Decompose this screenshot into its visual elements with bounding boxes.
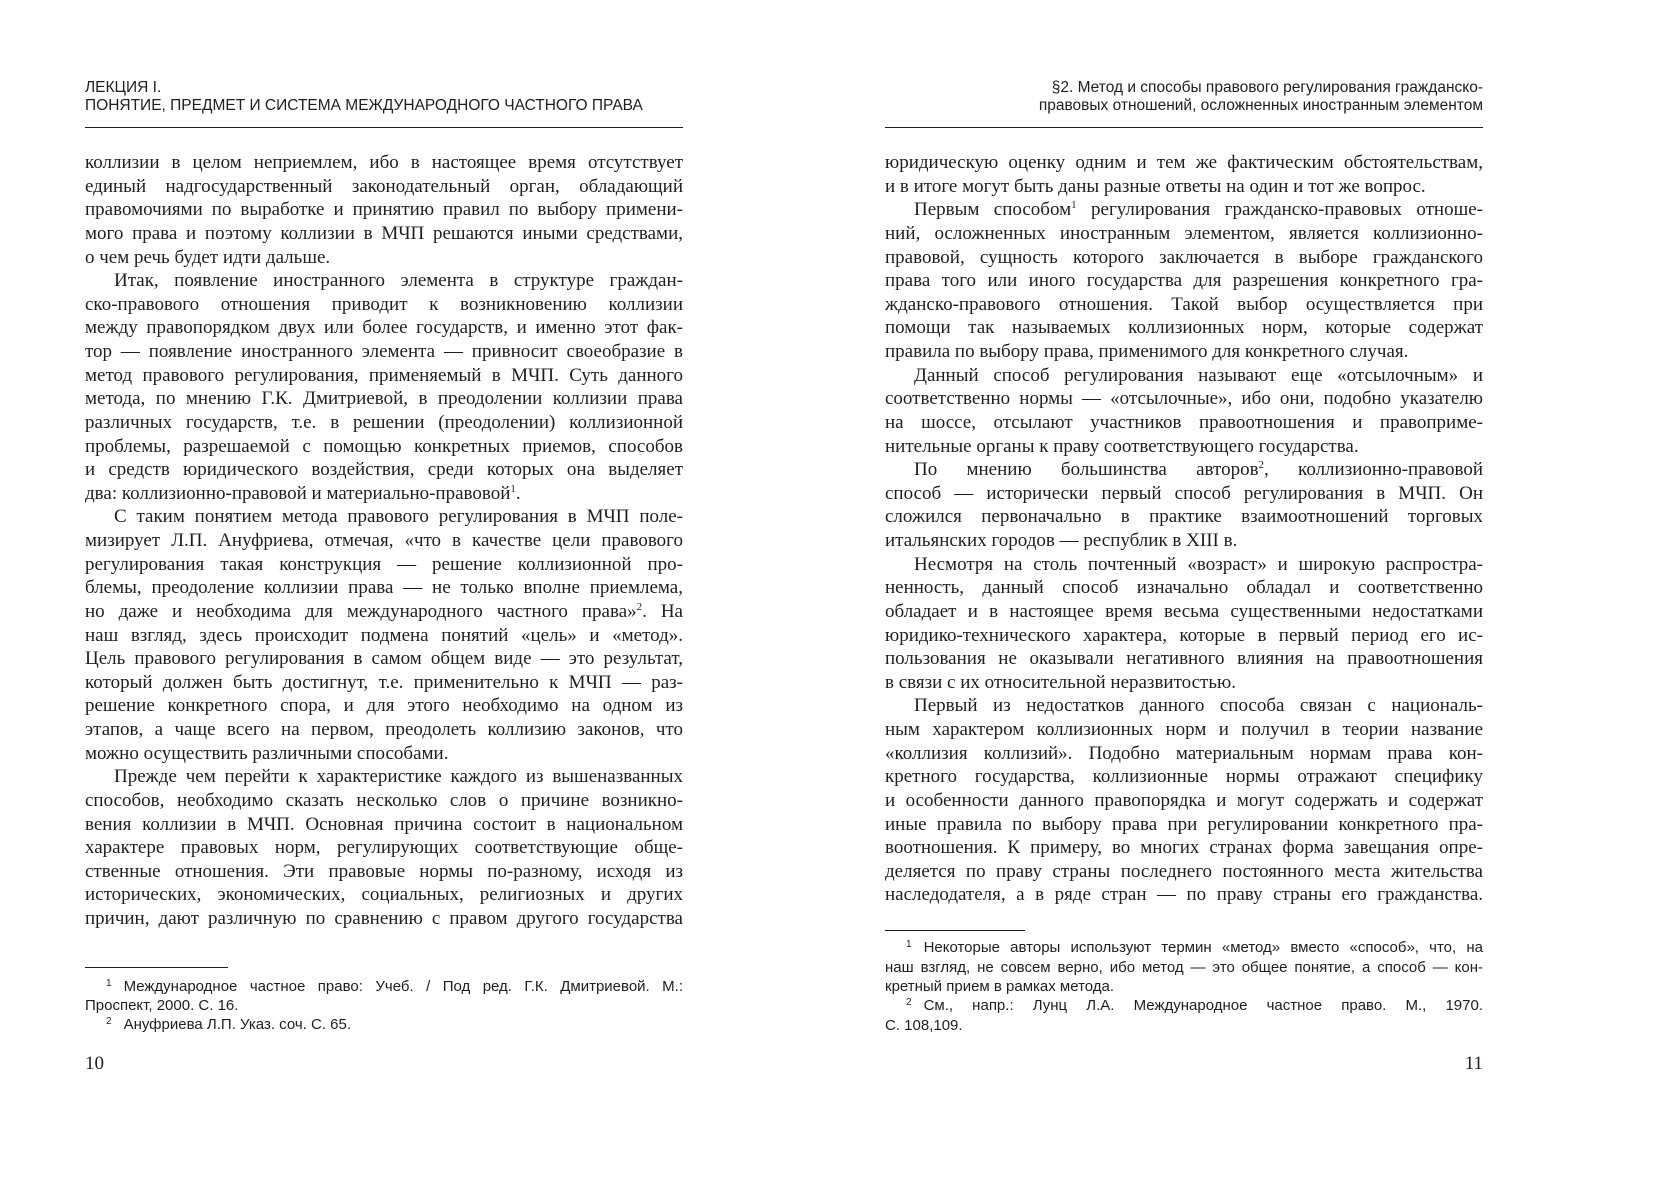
body-line: деляется по праву страны последнего постоянного места жительства: [885, 860, 1483, 882]
body-line: коллизии в целом неприемлем, ибо в настоящее время отсутствует: [85, 152, 683, 173]
body-line-text: регулирования гражданско-правовых отноше-: [1076, 199, 1483, 221]
body-line: С таким понятием метода правового регулирования в МЧП поле-: [114, 506, 683, 528]
body-line: между правопорядком двух или более государств, и именно этот фак-: [85, 317, 683, 339]
body-line: можно осуществить различными способами.: [85, 742, 449, 764]
body-line: метод правового регулирования, применяемый в МЧП. Суть данного: [85, 364, 683, 386]
body-line: воотношения. К примеру, во многих странах форма завещания опре-: [885, 837, 1483, 859]
body-line: ний, осложненных иностранным элементом, является коллизионно-: [885, 222, 1483, 244]
footnote-ref: 1: [510, 482, 516, 495]
header-rule: [85, 127, 683, 128]
body-line: сложился первоначально в практике взаимоотношений торговых: [885, 506, 1483, 528]
body-line: жданско-правового отношения. Такой выбор осуществляется при: [885, 293, 1483, 315]
body-line: [885, 198, 1483, 222]
body-line: блемы, преодоление коллизии права — не только вполне приемлема,: [85, 577, 683, 599]
body-line: юридическую оценку одним и тем же фактическим обстоятельствам,: [885, 152, 1483, 173]
body-line: тор — появление иностранного элемента — привносит своеобразие в: [85, 341, 683, 362]
footnote-text: См., напр.: Лунц Л.А. Международное частное право. М., 1970.: [923, 997, 1483, 1015]
body-line: наследодателя, а в ряде стран — по праву страны его гражданства.: [885, 884, 1483, 906]
footnote-marker: 1: [906, 939, 912, 951]
running-header: [85, 79, 683, 115]
body-line-text: .: [515, 482, 521, 504]
body-line: правовой, сущность которого заключается в выборе гражданского: [885, 246, 1483, 268]
body-line: [85, 600, 683, 624]
body-line: и особенности данного правопорядка и могут содержать и содержат: [885, 789, 1483, 811]
body-line: на шоссе, отсылают участников правоотношения и правоприме-: [885, 411, 1483, 433]
body-line: решение конкретного спора, и для этого необходимо на одном из: [85, 695, 683, 717]
body-line: обладает и в настоящее время весьма существенными недостатками: [885, 600, 1483, 622]
body-line: Данный способ регулирования называют еще «отсылочным» и: [914, 364, 1483, 386]
body-line: «коллизия коллизий». Подобно материальным нормам права кон-: [885, 742, 1483, 764]
header-rule: [885, 127, 1483, 128]
footnotes: [85, 977, 683, 1035]
left-page: [85, 0, 683, 1199]
body-line: и средств юридического воздействия, среди которых она выделяет: [85, 459, 683, 481]
running-header: [885, 79, 1483, 115]
footnote-line: [85, 1015, 683, 1034]
body-line: иные правила по выбору права при регулировании конкретного пра-: [885, 813, 1483, 835]
footnote-ref: 2: [636, 600, 643, 613]
footnote-line: [85, 977, 683, 996]
body-line: Первый из недостатков данного способа связан с националь-: [914, 695, 1483, 717]
body-line-text: два: коллизионно-правовой и материально-правовой: [85, 482, 511, 504]
body-line: способов, необходимо сказать несколько слов о причине возникно-: [85, 789, 683, 811]
footnote-ref: 1: [1071, 199, 1077, 212]
body-line: характере правовых норм, регулирующих соответствующие обще-: [85, 837, 683, 859]
footnote-marker: 2: [906, 997, 912, 1009]
body-line: юридико-технического характера, которые в первый период его ис-: [885, 624, 1483, 646]
body-line: пользования не оказывали негативного влияния на правоотношения: [885, 648, 1483, 670]
body-text: [85, 151, 683, 931]
body-line: Итак, появление иностранного элемента в структуре граждан-: [114, 270, 683, 292]
footnote-line: [885, 938, 1483, 957]
body-line: причин, дают различную по сравнению с правом другого государства: [85, 908, 683, 929]
body-line: мого права и поэтому коллизии в МЧП решаются иными средствами,: [85, 222, 683, 244]
footnote-text: Международное частное право: Учеб. / Под ред. Г.К. Дмитриевой. М.:: [123, 977, 683, 995]
body-line: права того или иного государства для разрешения конкретного гра-: [885, 270, 1483, 292]
footnote-separator: [85, 967, 228, 968]
body-line: Прежде чем перейти к характеристике каждого из вышеназванных: [114, 766, 683, 788]
body-line-text: По мнению большинства авторов: [914, 459, 1259, 481]
footnote-marker: 2: [106, 1016, 112, 1028]
body-line: о чем речь будет идти дальше.: [85, 246, 331, 268]
body-line: [85, 482, 683, 506]
body-line: [885, 458, 1483, 482]
body-line: правила по выбору права, применимого для конкретного случая.: [885, 341, 1409, 362]
body-line: ственные отношения. Эти правовые нормы по-разному, исходя из: [85, 860, 683, 882]
running-header-line: правовых отношений, осложненных иностранным элементом: [1038, 97, 1483, 114]
body-line-text: , коллизионно-правовой: [1264, 459, 1483, 481]
body-line: помощи так называемых коллизионных норм, которые содержат: [885, 317, 1483, 339]
footnote-line: кретный прием в рамках метода.: [885, 977, 1115, 995]
footnote-text: Некоторые авторы используют термин «метод» вместо «способ», что, на: [923, 939, 1483, 957]
body-line: метода, по мнению Г.К. Дмитриевой, в преодолении коллизии права: [85, 388, 683, 410]
body-line: соответственно нормы — «отсылочные», ибо они, подобно указателю: [885, 388, 1483, 410]
running-header-line: ЛЕКЦИЯ I.: [85, 79, 162, 96]
body-line-text: но даже и необходима для международного частного права»: [85, 600, 637, 622]
page-number: 11: [1464, 1053, 1483, 1074]
footnote-ref: 2: [1258, 459, 1265, 472]
page-number: 10: [85, 1053, 104, 1074]
footnote-separator: [885, 930, 1025, 931]
footnotes: [885, 938, 1483, 1034]
body-line: итальянских городов — республик в XIII в.: [885, 530, 1238, 551]
body-line: Цель правового регулирования в самом общем виде — это результат,: [85, 648, 683, 670]
body-line: кретного государства, коллизионные нормы отражают специфику: [885, 766, 1483, 788]
body-line: этапов, а чаще всего на первом, преодолеть коллизию законов, что: [85, 719, 683, 740]
body-line: правомочиями по выработке и принятию правил по выбору примени-: [85, 199, 683, 221]
body-line: исторических, экономических, социальных, религиозных и других: [85, 884, 683, 906]
body-line: который должен быть достигнут, т.е. применительно к МЧП — раз-: [85, 671, 683, 693]
body-line: и в итоге могут быть даны разные ответы на один и тот же вопрос.: [885, 175, 1426, 197]
running-header-line: §2. Метод и способы правового регулирования гражданско-: [1051, 79, 1483, 96]
body-line: ненность, данный способ изначально обладал и соответственно: [885, 577, 1483, 599]
body-line: единый надгосударственный законодательный орган, обладающий: [85, 175, 683, 197]
footnote-text: Ануфриева Л.П. Указ. соч. С. 65.: [123, 1016, 352, 1034]
body-line: различных государств, т.е. в решении (преодолении) коллизионной: [85, 411, 683, 433]
right-page: [885, 0, 1483, 1199]
body-line: наш взгляд, здесь происходит подмена понятий «цель» и «метод».: [85, 624, 683, 646]
body-line: Несмотря на столь почтенный «возраст» и широкую распростра-: [914, 553, 1483, 575]
body-line-text: Первым способом: [914, 199, 1072, 221]
footnote-marker: 1: [106, 977, 112, 989]
footnote-line: наш взгляд, не совсем верно, ибо метод — это общее понятие, а способ — кон-: [885, 958, 1483, 976]
body-line: проблемы, разрешаемой с помощью конкретных приемов, способов: [85, 435, 683, 457]
body-line: нительные органы к праву соответствующего государства.: [885, 435, 1359, 457]
body-text: [885, 151, 1483, 907]
footnote-line: Проспект, 2000. С. 16.: [85, 996, 239, 1014]
body-line: вения коллизии в МЧП. Основная причина состоит в национальном: [85, 813, 683, 835]
running-header-line: ПОНЯТИЕ, ПРЕДМЕТ И СИСТЕМА МЕЖДУНАРОДНОГО ЧАСТНОГО ПРАВА: [85, 97, 643, 114]
body-line: способ — исторически первый способ регулирования в МЧП. Он: [885, 482, 1483, 504]
footnote-line: [885, 996, 1483, 1015]
body-line: в связи с их относительной неразвитостью.: [885, 671, 1236, 693]
body-line: мизирует Л.П. Ануфриева, отмечая, «что в качестве цели правового: [85, 530, 683, 551]
footnote-line: С. 108,109.: [885, 1016, 963, 1034]
body-line-text: . На: [642, 600, 683, 622]
body-line: регулирования такая конструкция — решение коллизионной про-: [85, 553, 683, 575]
body-line: ным характером коллизионных норм и получил в теории название: [885, 719, 1483, 740]
body-line: ско-правового отношения приводит к возникновению коллизии: [85, 293, 683, 315]
